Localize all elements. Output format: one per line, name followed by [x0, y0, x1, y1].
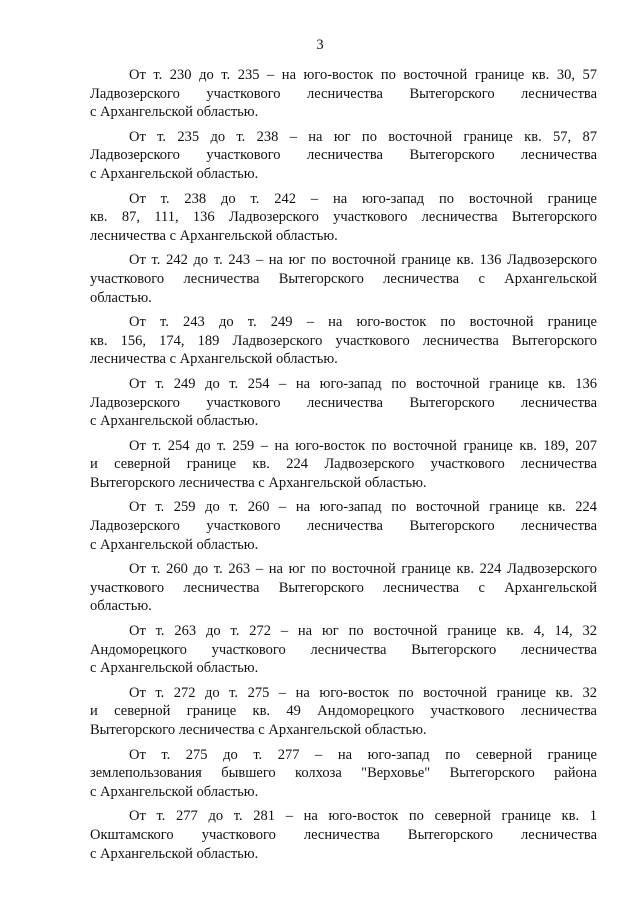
paragraph-line: с Архангельской областью.	[90, 165, 259, 182]
paragraph-line: Ладвозерского участкового лесничества Вытегорского лесничества	[90, 85, 597, 102]
paragraph-line: Вытегорского лесничества с Архангельской областью.	[90, 474, 427, 491]
paragraph-line: От т. 243 до т. 249 – на юго-восток по восточной границе	[129, 314, 597, 331]
paragraph-line: От т. 235 до т. 238 – на юг по восточной границе кв. 57, 87	[129, 128, 597, 145]
paragraph-line: с Архангельской областью.	[90, 536, 259, 553]
paragraph-line: землепользования бывшего колхоза "Верховье" Вытегорского района	[90, 765, 597, 782]
paragraph-line: участкового лесничества Вытегорского лесничества с Архангельской	[90, 579, 597, 596]
document-body	[90, 66, 597, 869]
paragraph-line: От т. 249 до т. 254 – на юго-запад по восточной границе кв. 136	[129, 375, 597, 392]
paragraph-line: От т. 230 до т. 235 – на юго-восток по восточной границе кв. 30, 57	[129, 67, 597, 83]
boundary-paragraph-8	[90, 498, 597, 554]
paragraph-line: Андоморецкого участкового лесничества Вытегорского лесничества	[90, 641, 597, 658]
paragraph-line: участкового лесничества Вытегорского лесничества с Архангельской	[90, 270, 597, 287]
paragraph-line: От т. 254 до т. 259 – на юго-восток по восточной границе кв. 189, 207	[129, 437, 597, 454]
boundary-paragraph-9	[90, 560, 597, 616]
paragraph-line: От т. 259 до т. 260 – на юго-запад по восточной границе кв. 224	[129, 499, 597, 516]
paragraph-line: От т. 272 до т. 275 – на юго-восток по восточной границе кв. 32	[129, 684, 597, 701]
paragraph-line: кв. 156, 174, 189 Ладвозерского участкового лесничества Вытегорского	[90, 332, 597, 349]
paragraph-line: и северной границе кв. 224 Ладвозерского участкового лесничества	[90, 456, 597, 473]
boundary-paragraph-13	[90, 807, 597, 863]
paragraph-line: От т. 275 до т. 277 – на юго-запад по северной границе	[129, 746, 597, 763]
paragraph-line: От т. 238 до т. 242 – на юго-запад по восточной границе	[129, 190, 597, 207]
paragraph-line: с Архангельской областью.	[90, 104, 259, 121]
boundary-paragraph-7	[90, 437, 597, 493]
paragraph-line: Ладвозерского участкового лесничества Вытегорского лесничества	[90, 147, 597, 164]
paragraph-line: От т. 277 до т. 281 – на юго-восток по северной границе кв. 1	[129, 808, 597, 825]
paragraph-line: кв. 87, 111, 136 Ладвозерского участкового лесничества Вытегорского	[90, 209, 597, 226]
paragraph-line: с Архангельской областью.	[90, 413, 259, 430]
paragraph-line: От т. 263 до т. 272 – на юг по восточной границе кв. 4, 14, 32	[129, 623, 597, 640]
page-number: 3	[316, 37, 324, 53]
boundary-paragraph-12	[90, 746, 597, 802]
boundary-paragraph-2	[90, 128, 597, 184]
boundary-paragraph-11	[90, 684, 597, 740]
boundary-paragraph-4	[90, 251, 597, 307]
paragraph-line: Вытегорского лесничества с Архангельской областью.	[90, 722, 427, 738]
boundary-paragraph-3	[90, 190, 597, 246]
paragraph-line: Окштамского участкового лесничества Вытегорского лесничества	[90, 826, 597, 843]
paragraph-line: лесничества с Архангельской областью.	[90, 227, 338, 244]
paragraph-line: областью.	[90, 289, 152, 306]
boundary-paragraph-5	[90, 313, 597, 369]
paragraph-line: областью.	[90, 598, 152, 615]
paragraph-line: Ладвозерского участкового лесничества Вытегорского лесничества	[90, 518, 597, 535]
paragraph-line: лесничества с Архангельской областью.	[90, 351, 338, 368]
paragraph-line: Ладвозерского участкового лесничества Вытегорского лесничества	[90, 394, 597, 411]
boundary-paragraph-6	[90, 375, 597, 431]
paragraph-line: От т. 242 до т. 243 – на юг по восточной границе кв. 136 Ладвозерского	[129, 252, 597, 269]
paragraph-line: От т. 260 до т. 263 – на юг по восточной границе кв. 224 Ладвозерского	[129, 561, 597, 578]
boundary-paragraph-1	[90, 66, 597, 122]
paragraph-line: с Архангельской областью.	[90, 783, 259, 800]
paragraph-line: и северной границе кв. 49 Андоморецкого участкового лесничества	[90, 703, 597, 720]
paragraph-line: с Архангельской областью.	[90, 845, 259, 862]
paragraph-line: с Архангельской областью.	[90, 660, 259, 677]
boundary-paragraph-10	[90, 622, 597, 678]
